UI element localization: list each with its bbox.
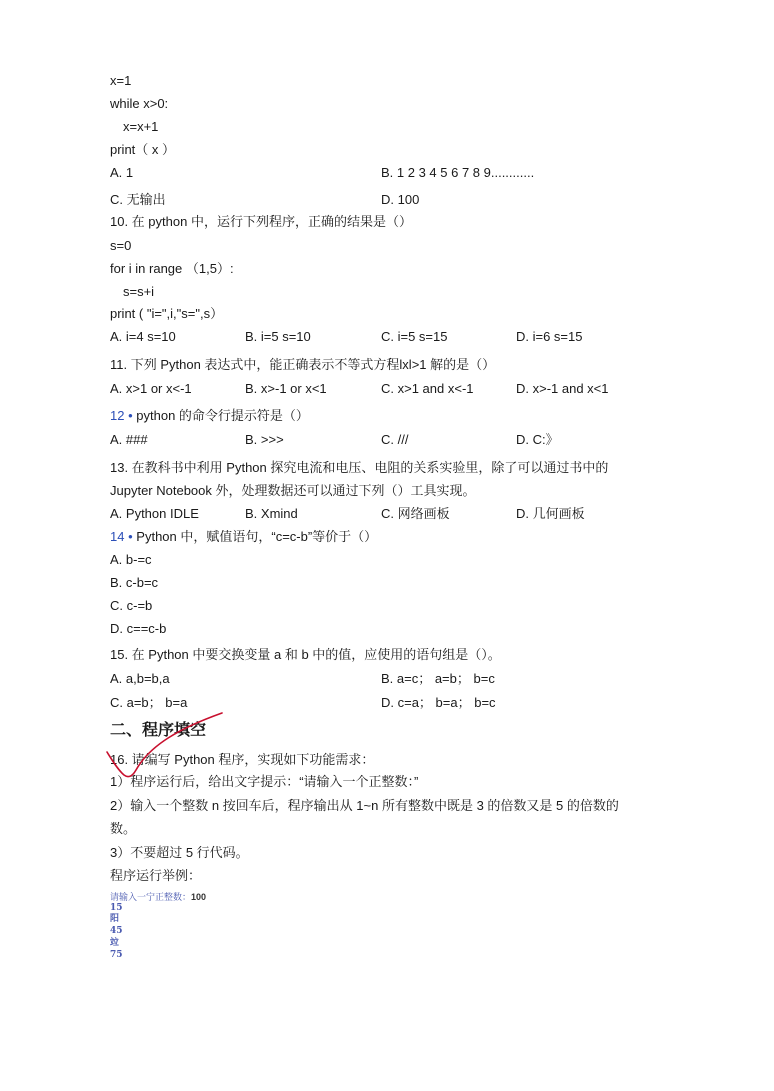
q11-option-a: A. x>1 or x<-1: [110, 381, 192, 396]
q14-number: 14: [110, 529, 125, 544]
q10-code-line-3: s=s+i: [123, 284, 155, 299]
q13-option-d: D. 几何画板: [516, 506, 585, 521]
q11-stem: 11. 下列 Python 表达式中，能正确表示不等式方程lxl>1 解的是（）: [110, 357, 496, 372]
q15-option-a: A. a,b=b,a: [110, 671, 170, 686]
q10-option-a: A. i=4 s=10: [110, 329, 176, 344]
q14-option-b: B. c-b=c: [110, 575, 159, 590]
q9-code-line-4: print（ x ）: [110, 142, 176, 157]
q10-code-line-4: print ( "i=",i,"s=",s）: [110, 306, 224, 321]
q15-stem: 15. 在 Python 中要交换变量 a 和 b 中的值，应使用的语句组是（）。: [110, 647, 501, 662]
q13-option-b: B. Xmind: [245, 506, 298, 521]
q10-option-d: D. i=6 s=15: [516, 329, 583, 344]
q12-stem-line: [110, 408, 309, 424]
q9-option-d: D. 100: [381, 192, 420, 207]
q14-bullet: •: [128, 529, 133, 544]
q10-stem: 10. 在 python 中，运行下列程序，正确的结果是（）: [110, 214, 412, 229]
q16-example-label: 程序运行举例：: [110, 868, 202, 883]
q15-option-c: C. a=b； b=a: [110, 695, 188, 710]
q16-requirement-2-cont: 数。: [110, 821, 137, 836]
section-heading: 二、程序填空: [110, 722, 207, 739]
q9-option-a: A. 1: [110, 165, 134, 180]
q14-stem-line: [110, 529, 377, 545]
q10-option-b: B. i=5 s=10: [245, 329, 311, 344]
q12-number: 12: [110, 408, 125, 423]
q14-option-d: D. c==c-b: [110, 621, 167, 636]
q13-option-c: C. 网络画板: [381, 506, 450, 521]
q9-code-line-2: while x>0:: [110, 96, 169, 111]
q16-stem: 16. 请编写 Python 程序，实现如下功能需求：: [110, 752, 375, 767]
q12-option-b: B. >>>: [245, 432, 284, 447]
output-input-value: 100: [191, 892, 207, 902]
q14-option-c: C. c-=b: [110, 598, 153, 613]
output-prompt-line: [110, 891, 206, 903]
q16-requirement-2: 2）输入一个整数 n 按回车后，程序输出从 1~n 所有整数中既是 3 的倍数又是 5 的倍数的: [110, 798, 619, 813]
output-line-3: 45: [110, 926, 123, 936]
q12-bullet: •: [128, 408, 133, 423]
q15-option-b: B. a=c； a=b； b=c: [381, 671, 495, 686]
q11-option-d: D. x>-1 and x<1: [516, 381, 609, 396]
q12-option-a: A. ###: [110, 432, 148, 447]
q16-requirement-3: 3）不要超过 5 行代码。: [110, 845, 249, 860]
q13-stem-line-1: 13. 在教科书中利用 Python 探究电流和电压、电阻的关系实验里，除了可以通过书中的: [110, 460, 609, 475]
q16-requirement-1: 1）程序运行后，给出文字提示：“请输入一个正整数：”: [110, 774, 419, 789]
q13-option-a: A. Python IDLE: [110, 506, 199, 521]
q12-option-c: C. ///: [381, 432, 409, 447]
q10-code-line-1: s=0: [110, 238, 132, 253]
q15-option-d: D. c=a； b=a； b=c: [381, 695, 496, 710]
q12-stem: python 的命令行提示符是（）: [136, 408, 309, 423]
q14-stem: Python 中，赋值语句，“c=c-b”等价于（）: [136, 529, 378, 544]
q11-option-b: B. x>-1 or x<1: [245, 381, 327, 396]
q10-option-c: C. i=5 s=15: [381, 329, 448, 344]
output-line-4: 竝: [110, 938, 120, 948]
q9-code-line-1: x=1: [110, 73, 132, 88]
q9-code-line-3: x=x+1: [123, 119, 159, 134]
output-prompt: 请输入一宁正整数：: [110, 892, 192, 902]
q9-option-b: B. 1 2 3 4 5 6 7 8 9............: [381, 165, 535, 180]
q12-option-d: D. C:》: [516, 432, 559, 447]
q11-option-c: C. x>1 and x<-1: [381, 381, 474, 396]
q10-code-line-2: for i in range （1,5）:: [110, 261, 234, 276]
output-line-1: 15: [110, 903, 123, 913]
q13-stem-line-2: Jupyter Notebook 外，处理数据还可以通过下列（）工具实现。: [110, 483, 476, 498]
q14-option-a: A. b-=c: [110, 552, 152, 567]
q9-option-c: C. 无输出: [110, 192, 166, 207]
output-line-2: 阳: [110, 914, 120, 924]
output-line-5: 75: [110, 950, 123, 960]
